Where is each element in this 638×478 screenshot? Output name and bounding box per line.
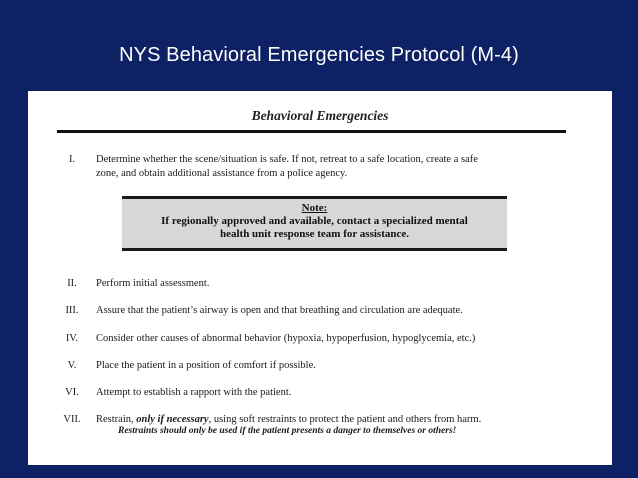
item-number: V. [67, 360, 77, 371]
note-line-2: health unit response team for assistance. [219, 228, 410, 240]
item-number: II. [67, 278, 77, 289]
note-line-1: If regionally approved and available, contact a specialized mental [161, 215, 468, 227]
document-title: Behavioral Emergencies [251, 108, 389, 123]
item-number: VI. [65, 387, 79, 398]
item-text-end: , using soft restraints to protect the patient and others from harm. [208, 414, 482, 425]
note-heading: Note: [301, 202, 328, 214]
item-text-line-1: Determine whether the scene/situation is safe. If not, retreat to a safe location, create a safe [96, 154, 478, 165]
item-text-emphasis: only if necessary [136, 414, 209, 425]
item-text: Consider other causes of abnormal behavior (hypoxia, hypoperfusion, hypoglycemia, etc.) [96, 333, 476, 344]
item-number: IV. [65, 333, 79, 344]
title-divider [57, 130, 566, 133]
item-text-line-2: zone, and obtain additional assistance from a police agency. [96, 168, 348, 179]
item-number: III. [65, 305, 79, 316]
protocol-document [28, 91, 612, 465]
item-text [96, 413, 556, 427]
note-box [122, 196, 507, 251]
item-number: VII. [63, 414, 81, 425]
item-text-start: Restrain, [96, 414, 137, 425]
item-number: I. [68, 154, 76, 165]
item-text: Assure that the patient’s airway is open and that breathing and circulation are adequate. [96, 305, 463, 316]
restraint-warning: Restraints should only be used if the patient presents a danger to themselves or others! [118, 426, 457, 436]
item-text: Perform initial assessment. [96, 278, 210, 289]
item-text: Attempt to establish a rapport with the patient. [96, 387, 292, 398]
slide-title: NYS Behavioral Emergencies Protocol (M-4) [119, 44, 519, 66]
item-text: Place the patient in a position of comfort if possible. [96, 360, 316, 371]
